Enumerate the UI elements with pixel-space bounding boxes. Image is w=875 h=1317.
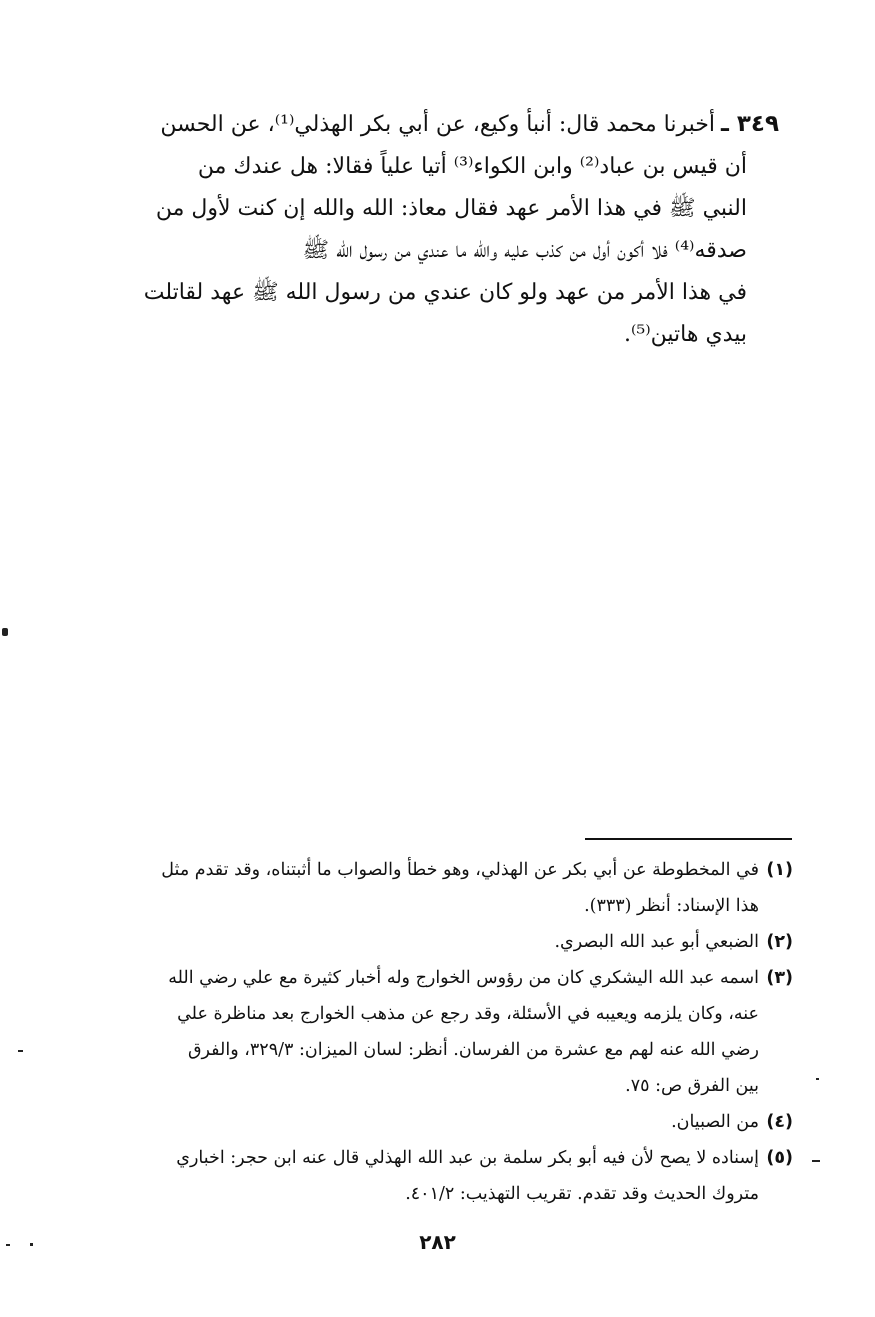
page-number: ٢٨٢ xyxy=(419,1230,456,1254)
scan-mark xyxy=(816,1078,819,1080)
footnote-3 xyxy=(81,960,793,996)
hadith-line: في هذا الأمر من عهد ولو كان عندي من رسول الله ﷺ عهد لقاتلت xyxy=(143,280,747,305)
footnote-number: (٣) xyxy=(766,968,793,988)
hadith-first-row xyxy=(79,104,779,146)
footnote-1-cont: هذا الإسناد: أنظر (٣٣٣). xyxy=(584,896,759,916)
hadith-line: أن قيس بن عباد⁽²⁾ وابن الكواء⁽³⁾ أتيا علياً فقالا: هل عندك من xyxy=(197,154,747,179)
footnote-separator xyxy=(585,838,792,840)
hadith-line: صدقه⁽⁴⁾ فلا أكون أول من كذب عليه والله ما عندي من رسول الله ﷺ xyxy=(302,238,747,263)
scan-mark xyxy=(30,1243,33,1246)
footnote-text: في المخطوطة عن أبي بكر عن الهذلي، وهو خطأ والصواب ما أثبتناه، وقد تقدم مثل xyxy=(161,860,759,880)
footnote-number: (١) xyxy=(766,860,793,880)
scan-mark xyxy=(18,1050,23,1052)
scan-mark xyxy=(2,628,8,636)
footnote-2 xyxy=(81,924,793,960)
hadith-number: ٣٤٩ ـ xyxy=(721,111,779,137)
footnote-text: من الصبيان. xyxy=(671,1112,759,1132)
footnote-text: اسمه عبد الله اليشكري كان من رؤوس الخوارج وله أخبار كثيرة مع علي رضي الله xyxy=(168,968,759,988)
footnote-3-cont: رضي الله عنه لهم مع عشرة من الفرسان. أنظر: لسان الميزان: ٣٢٩/٣، والفرق xyxy=(187,1040,759,1060)
hadith-line: النبي ﷺ في هذا الأمر عهد فقال معاذ: الله والله إن كنت لأول من xyxy=(155,196,747,221)
footnote-number: (٥) xyxy=(766,1148,793,1168)
footnote-number: (٤) xyxy=(766,1112,793,1132)
footnote-3-cont: عنه، وكان يلزمه ويعيبه في الأسئلة، وقد رجع عن مذهب الخوارج بعد مناظرة علي xyxy=(177,1004,759,1024)
footnote-5 xyxy=(81,1140,793,1176)
footnote-text: إسناده لا يصح لأن فيه أبو بكر سلمة بن عبد الله الهذلي قال عنه ابن حجر: اخباري xyxy=(176,1148,759,1168)
footnote-5-cont: متروك الحديث وقد تقدم. تقريب التهذيب: ٤٠١/٢. xyxy=(405,1184,759,1204)
hadith-line: بيدي هاتين⁽⁵⁾. xyxy=(624,322,747,347)
footnote-text: الضبعي أبو عبد الله البصري. xyxy=(554,932,759,952)
scan-mark xyxy=(812,1160,820,1162)
footnote-number: (٢) xyxy=(766,932,793,952)
hadith-349 xyxy=(79,104,779,356)
footnote-3-cont: بين الفرق ص: ٧٥. xyxy=(625,1076,759,1096)
hadith-line: أخبرنا محمد قال: أنبأ وكيع، عن أبي بكر الهذلي⁽¹⁾، عن الحسن xyxy=(160,112,715,137)
footnote-4 xyxy=(81,1104,793,1140)
footnotes xyxy=(81,852,793,1212)
scan-mark xyxy=(6,1244,10,1246)
footnote-1 xyxy=(81,852,793,888)
